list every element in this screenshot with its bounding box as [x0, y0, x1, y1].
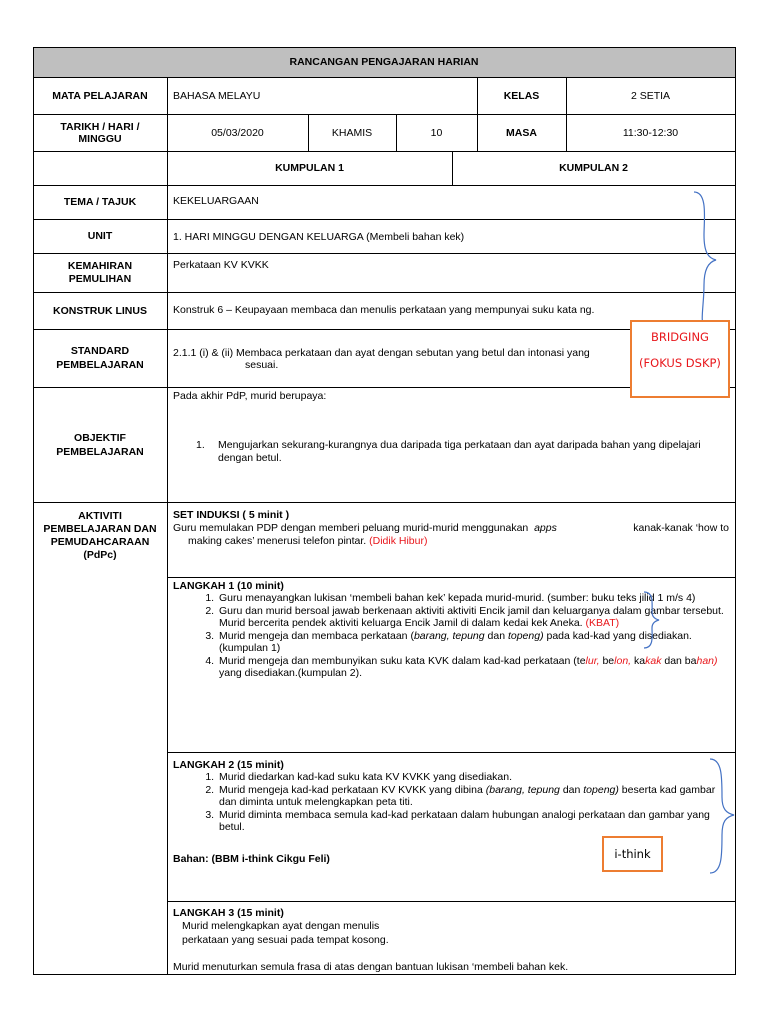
langkah1-title: LANGKAH 1 (10 minit) — [173, 580, 284, 592]
standard-label: STANDARD PEMBELAJARAN — [56, 345, 144, 371]
set-induksi-text — [173, 522, 729, 548]
langkah3-title: LANGKAH 3 (15 minit) — [173, 907, 284, 919]
langkah2-item-2: 2. Murid mengeja kad-kad perkataan KV KVKK yang dibina (barang, tepung dan topeng) beserta kad gambar dan diminta untuk melengkapkan peta titi. — [217, 784, 723, 809]
bridging-label: BRIDGING — [651, 330, 709, 344]
langkah2-title: LANGKAH 2 (15 minit) — [173, 759, 284, 771]
date-value: 05/03/2020 — [211, 126, 264, 139]
unit-label: UNIT — [87, 230, 113, 242]
objective-text: Mengujarkan sekurang-kurangnya dua daripada tiga perkataan dan ayat daripada bahan yang dipelajari dengan betul. — [218, 439, 701, 464]
set-induksi-tag: (Didik Hibur) — [369, 535, 428, 547]
objective-number: 1. — [196, 439, 205, 451]
bridging-sublabel: (FOKUS DSKP) — [639, 356, 721, 370]
standard-line1: 2.1.1 (i) & (ii) Membaca perkataan dan ayat dengan sebutan yang betul dan intonasi yang — [173, 347, 590, 359]
brace-bridging — [690, 190, 730, 330]
langkah3-line1: Murid melengkapkan ayat dengan menulis — [182, 920, 380, 932]
group1-header: KUMPULAN 1 — [275, 162, 344, 174]
set-induksi-line2: making cakes’ menerusi telefon pintar. — [188, 535, 367, 547]
langkah1-item-4: 4. Murid mengeja dan membunyikan suku kata KVK dalam kad-kad perkataan (telur, belon, kakak dan bahan) yang disediakan.(kumpulan 2). — [217, 655, 733, 680]
table-title: RANCANGAN PENGAJARAN HARIAN — [33, 47, 735, 77]
langkah1-item-1: 1. Guru menayangkan lukisan ‘membeli bahan kek’ kepada murid-murid. (sumber: buku teks jilid 1 m/s 4) — [217, 592, 733, 605]
time-label: MASA — [506, 126, 537, 139]
standard-line2: sesuai. — [245, 359, 279, 371]
linus-label: KONSTRUK LINUS — [53, 304, 147, 317]
set-induksi-line1b: kanak-kanak ‘how to — [633, 522, 729, 534]
langkah2-list — [173, 771, 723, 834]
skill-label: KEMAHIRAN PEMULIHAN — [67, 259, 133, 285]
langkah2-bahan: Bahan: (BBM i-think Cikgu Feli) — [173, 853, 330, 865]
day-value: KHAMIS — [331, 126, 373, 139]
objective-label: OBJEKTIF PEMBELAJARAN — [56, 431, 144, 458]
linus-value: Konstruk 6 – Keupayaan membaca dan menulis perkataan yang mempunyai suku kata ng. — [173, 304, 595, 316]
class-label: KELAS — [503, 89, 540, 102]
brace-langkah1 — [640, 590, 670, 650]
theme-value: KEKELUARGAAN — [173, 195, 259, 207]
set-induksi-title: SET INDUKSI ( 5 minit ) — [173, 509, 290, 521]
bridging-annotation — [630, 320, 730, 398]
skill-value: Perkataan KV KVKK — [173, 259, 269, 271]
langkah2-item-1: 1. Murid diedarkan kad-kad suku kata KV KVKK yang disediakan. — [217, 771, 723, 784]
unit-value: 1. HARI MINGGU DENGAN KELUARGA (Membeli bahan kek) — [173, 231, 465, 243]
activity-label: AKTIVITI PEMBELAJARAN DAN PEMUDAHCARAAN (PdPc) — [43, 510, 157, 561]
objective-intro: Pada akhir PdP, murid berupaya: — [173, 390, 327, 402]
week-value: 10 — [430, 126, 443, 139]
set-induksi-line1: Guru memulakan PDP dengan memberi peluang murid-murid menggunakan apps — [173, 522, 557, 534]
group2-header: KUMPULAN 2 — [559, 162, 628, 174]
brace-langkah2 — [708, 757, 748, 877]
date-label: TARIKH / HARI / MINGGU — [60, 120, 140, 145]
langkah1-item-2: 2. Guru dan murid bersoal jawab berkenaan aktiviti aktiviti Encik jamil dan keluarganya dalam gambar tersebut. Murid bercerita pendek aktiviti keluarga Encik Jamil di dalam kedai kek Aneka. (KBAT) — [217, 605, 733, 630]
theme-label: TEMA / TAJUK — [63, 196, 137, 208]
subject-value: BAHASA MELAYU — [173, 89, 261, 102]
langkah1-item-3: 3. Murid mengeja dan membaca perkataan (barang, tepung dan topeng) pada kad-kad yang disediakan. (kumpulan 1) — [217, 630, 733, 655]
langkah3-line3: Murid menuturkan semula frasa di atas dengan bantuan lukisan ‘membeli bahan kek. — [173, 961, 569, 973]
subject-label: MATA PELAJARAN — [52, 89, 148, 102]
ithink-annotation: i-think — [602, 836, 663, 872]
class-value: 2 SETIA — [630, 89, 671, 102]
langkah3-line2: perkataan yang sesuai pada tempat kosong. — [182, 934, 389, 946]
time-value: 11:30-12:30 — [622, 126, 679, 139]
langkah2-item-3: 3. Murid diminta membaca semula kad-kad perkataan dalam hubungan analogi perkataan dan gambar yang betul. — [217, 809, 723, 834]
